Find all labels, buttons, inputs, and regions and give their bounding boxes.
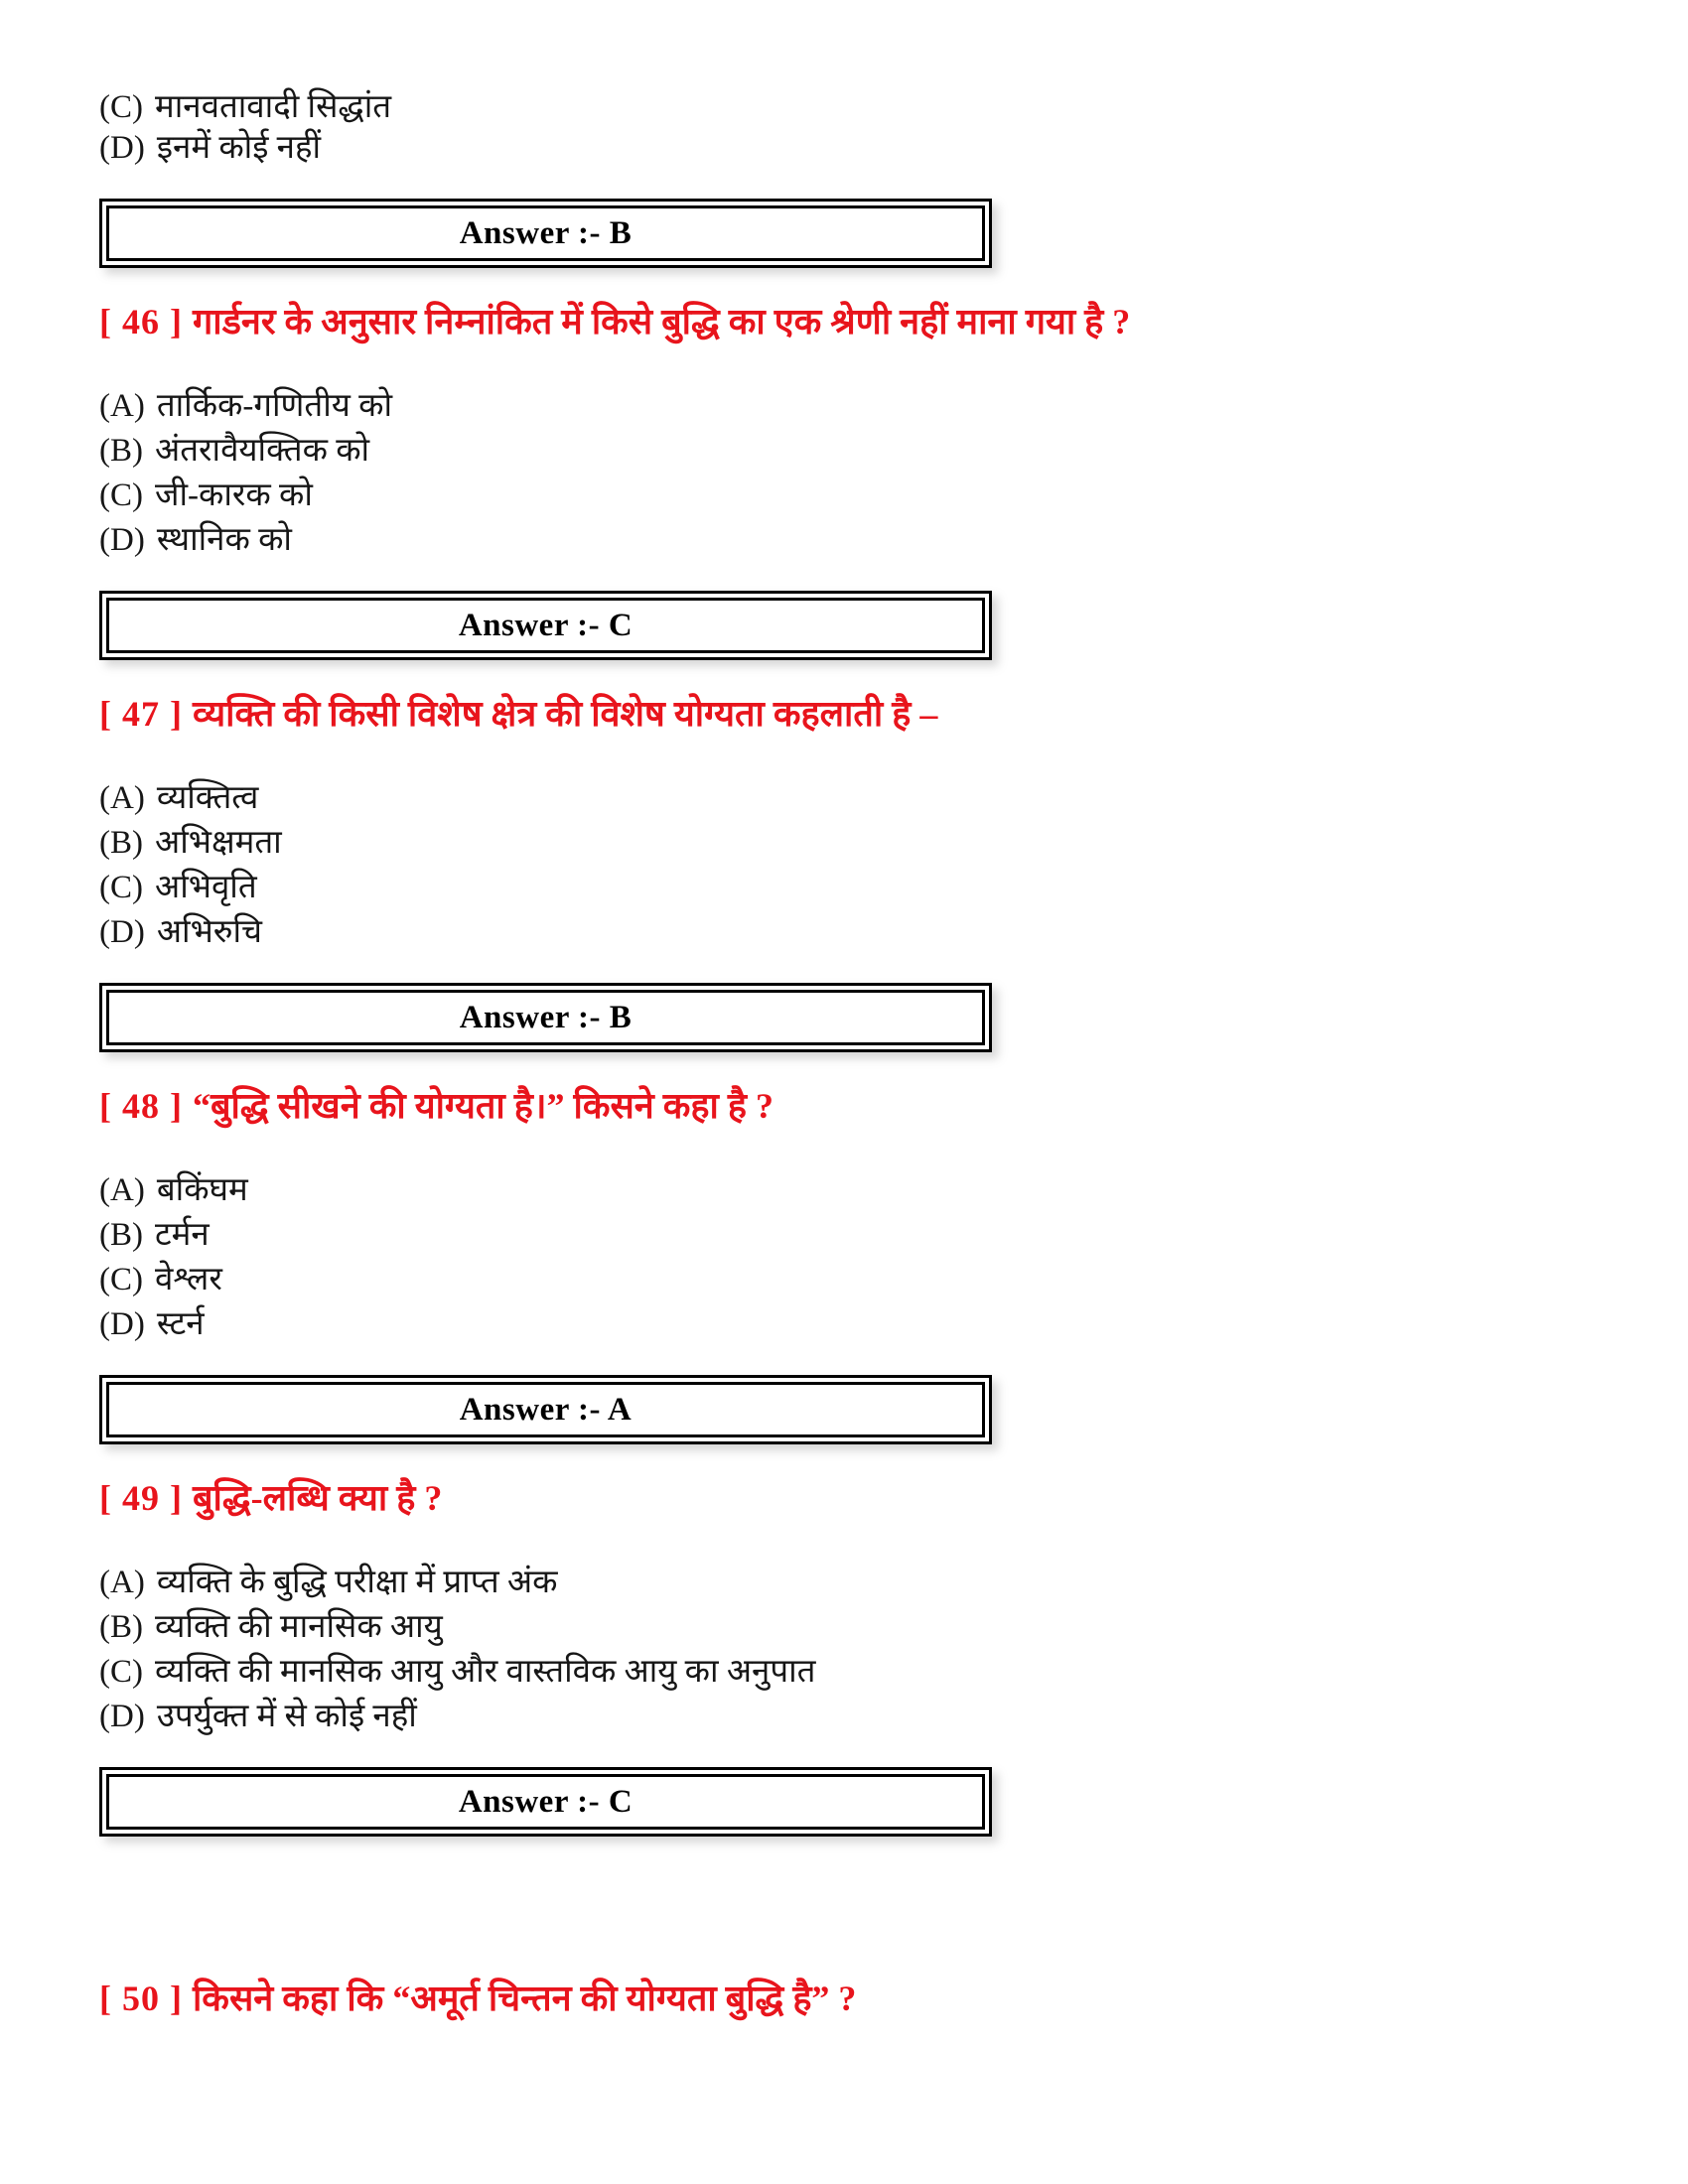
option-text: स्टर्न bbox=[156, 1306, 205, 1342]
option-label: (C) bbox=[99, 1654, 143, 1690]
answer-text: Answer :- B bbox=[459, 214, 633, 251]
option-label: (D) bbox=[99, 1306, 145, 1342]
options-list bbox=[99, 384, 1628, 563]
answer-text: Answer :- B bbox=[459, 999, 633, 1035]
question-number: [ 46 ] bbox=[99, 302, 183, 341]
option-line bbox=[99, 821, 1628, 866]
option-text: व्यक्तित्व bbox=[156, 780, 259, 816]
option-line bbox=[99, 776, 1628, 821]
answer-box bbox=[99, 591, 992, 660]
option-label: (B) bbox=[99, 433, 143, 469]
answer-text: Answer :- C bbox=[458, 607, 633, 643]
option-line bbox=[99, 1561, 1628, 1605]
options-list bbox=[99, 776, 1628, 955]
option-text: स्थानिक को bbox=[156, 522, 292, 558]
option-label: (D) bbox=[99, 914, 145, 950]
question-number: [ 50 ] bbox=[99, 1979, 183, 2018]
option-label: (C) bbox=[99, 89, 143, 125]
options-list bbox=[99, 1168, 1628, 1347]
option-label: (B) bbox=[99, 825, 143, 861]
option-line bbox=[99, 1695, 1628, 1739]
option-line bbox=[99, 384, 1628, 429]
option-line bbox=[99, 1258, 1628, 1302]
answer-text: Answer :- C bbox=[458, 1783, 633, 1820]
option-text: उपर्युक्त में से कोई नहीं bbox=[156, 1699, 417, 1734]
option-text: तार्किक-गणितीय को bbox=[156, 388, 393, 424]
question-heading bbox=[99, 696, 1628, 733]
question-block bbox=[99, 1088, 1628, 1444]
question-heading bbox=[99, 1980, 1628, 2017]
question-heading bbox=[99, 1088, 1628, 1125]
question-block bbox=[99, 1980, 1628, 2017]
option-line bbox=[99, 1213, 1628, 1258]
option-label: (C) bbox=[99, 478, 143, 513]
option-label: (B) bbox=[99, 1609, 143, 1645]
answer-box-inner bbox=[106, 990, 985, 1045]
answer-box bbox=[99, 1767, 992, 1837]
option-line bbox=[99, 474, 1628, 518]
option-label: (D) bbox=[99, 130, 145, 166]
question-number: [ 49 ] bbox=[99, 1478, 183, 1518]
answer-text: Answer :- A bbox=[459, 1391, 633, 1428]
answer-box-inner bbox=[106, 1774, 985, 1830]
answer-box-inner bbox=[106, 205, 985, 261]
option-line bbox=[99, 1302, 1628, 1347]
option-text: बकिंघम bbox=[156, 1172, 248, 1208]
option-line bbox=[99, 1650, 1628, 1695]
question-block bbox=[99, 1480, 1628, 1837]
option-line bbox=[99, 518, 1628, 563]
option-line bbox=[99, 910, 1628, 955]
question-text: व्यक्ति की किसी विशेष क्षेत्र की विशेष योग्यता कहलाती है – bbox=[192, 694, 938, 734]
options-list bbox=[99, 1561, 1628, 1739]
option-label: (C) bbox=[99, 870, 143, 905]
option-text: व्यक्ति की मानसिक आयु bbox=[155, 1609, 443, 1645]
option-line bbox=[99, 128, 1628, 169]
answer-box bbox=[99, 199, 992, 268]
option-text: अंतरावैयक्तिक को bbox=[155, 433, 370, 469]
option-text: जी-कारक को bbox=[155, 478, 313, 513]
option-text: व्यक्ति की मानसिक आयु और वास्तविक आयु का अनुपात bbox=[155, 1654, 816, 1690]
question-number: [ 47 ] bbox=[99, 694, 183, 734]
option-text: टर्मन bbox=[155, 1217, 210, 1253]
option-label: (B) bbox=[99, 1217, 143, 1253]
answer-box-inner bbox=[106, 598, 985, 653]
option-line bbox=[99, 1168, 1628, 1213]
option-label: (A) bbox=[99, 1172, 145, 1208]
answer-box-inner bbox=[106, 1382, 985, 1437]
option-label: (A) bbox=[99, 1565, 145, 1600]
question-block bbox=[99, 304, 1628, 660]
option-text: मानवतावादी सिद्धांत bbox=[155, 89, 392, 125]
option-label: (A) bbox=[99, 780, 145, 816]
option-line bbox=[99, 429, 1628, 474]
option-text: अभिवृति bbox=[155, 870, 257, 905]
option-label: (A) bbox=[99, 388, 145, 424]
question-text: किसने कहा कि “अमूर्त चिन्तन की योग्यता बुद्धि है” ? bbox=[192, 1979, 857, 2018]
answer-box bbox=[99, 983, 992, 1052]
option-label: (C) bbox=[99, 1262, 143, 1297]
question-heading bbox=[99, 1480, 1628, 1517]
question-text: “बुद्धि सीखने की योग्यता है।” किसने कहा है ? bbox=[192, 1086, 774, 1126]
option-label: (D) bbox=[99, 522, 145, 558]
question-heading bbox=[99, 304, 1628, 341]
option-text: व्यक्ति के बुद्धि परीक्षा में प्राप्त अंक bbox=[156, 1565, 558, 1600]
option-label: (D) bbox=[99, 1699, 145, 1734]
option-text: इनमें कोई नहीं bbox=[156, 130, 322, 166]
answer-box bbox=[99, 1375, 992, 1444]
option-text: वेश्लर bbox=[155, 1262, 222, 1297]
option-line bbox=[99, 1605, 1628, 1650]
option-text: अभिक्षमता bbox=[155, 825, 282, 861]
option-line bbox=[99, 866, 1628, 910]
question-number: [ 48 ] bbox=[99, 1086, 183, 1126]
option-text: अभिरुचि bbox=[156, 914, 263, 950]
question-block bbox=[99, 696, 1628, 1052]
option-line bbox=[99, 87, 1628, 128]
question-text: बुद्धि-लब्धि क्या है ? bbox=[192, 1478, 443, 1518]
question-text: गार्डनर के अनुसार निम्नांकित में किसे बुद्धि का एक श्रेणी नहीं माना गया है ? bbox=[192, 302, 1131, 341]
